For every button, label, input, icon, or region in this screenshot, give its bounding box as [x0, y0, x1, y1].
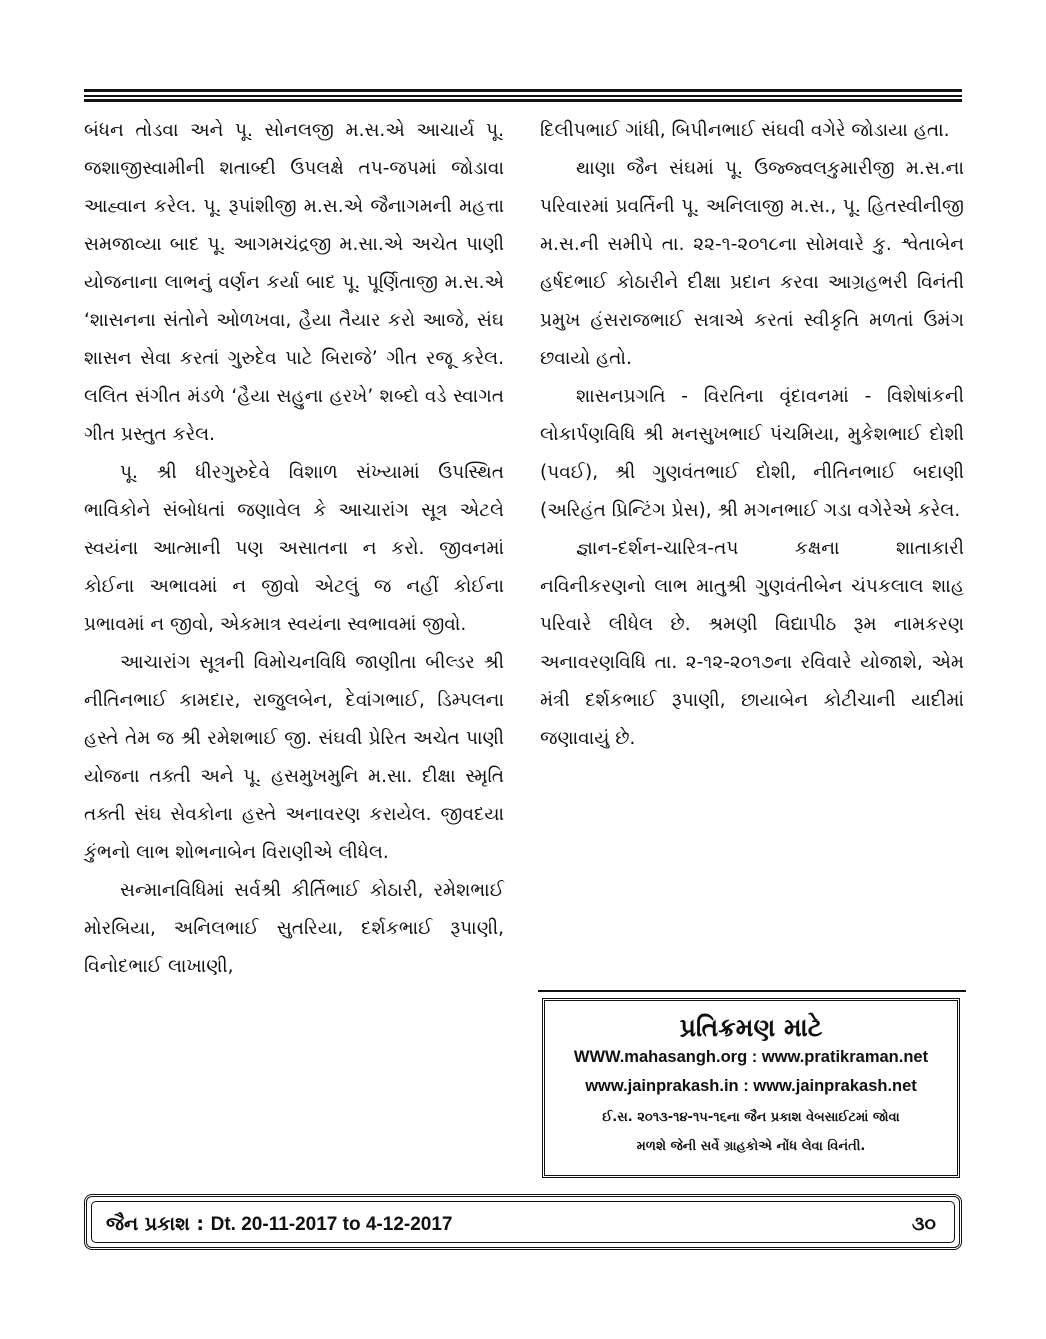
publication-name: જૈન પ્રકાશ: [106, 1213, 190, 1235]
footer-publication-info: [106, 1213, 453, 1236]
right-column: [540, 112, 964, 758]
paragraph: બંધન તોડવા અને પૂ. સોનલજી મ.સ.એ આચાર્ય પૂ. જશાજીસ્વામીની શતાબ્દી ઉપલક્ષે તપ-જપમાં જોડાવા આહ્વાન કરેલ. પૂ. રૂપાંશીજી મ.સ.એ જૈનાગમની મહત્તા સમજાવ્યા બાદ પૂ. આગમચંદ્રજી મ.સા.એ અચેત પાણી યોજનાના લાભનું વર્ણન કર્યા બાદ પૂ. પૂર્ણિતાજી મ.સ.એ ‘શાસનના સંતોને ઓળખવા, હૈયા તૈયાર કરો આજે, સંઘ શાસન સેવા કરતાં ગુરુદેવ પાટે બિરાજે’ ગીત રજૂ કરેલ. લલિત સંગીત મંડળે ‘હૈયા સહુના હરખે’ શબ્દો વડે સ્વાગત ગીત પ્રસ્તુત કરેલ.: [84, 120, 504, 445]
page-footer: [84, 1194, 962, 1250]
paragraph: દિલીપભાઈ ગાંધી, બિપીનભાઈ સંઘવી વગેરે જોડાયા હતા.: [540, 120, 950, 141]
column-divider: [538, 990, 966, 992]
left-column: [84, 112, 504, 986]
header-rule-bottom: [84, 99, 962, 102]
page-number: ૩૦: [911, 1213, 936, 1235]
paragraph: શાસનપ્રગતિ - વિરતિના વૃંદાવનમાં - વિશેષાંકની લોકાર્પણવિધિ શ્રી મનસુખભાઈ પંચમિયા, મુકેશભાઈ દોશી (પવઈ), શ્રી ગુણવંતભાઈ દોશી, નીતિનભાઈ બદાણી (અરિહંત પ્રિન્ટિંગ પ્રેસ), શ્રી મગનભાઈ ગડા વગેરેએ કરેલ.: [540, 386, 964, 521]
notice-text-2: મળશે જેની સર્વે ગ્રાહકોએ નોંધ લેવા વિનંતી.: [636, 1139, 866, 1154]
pratikraman-notice-box: [542, 998, 960, 1178]
paragraph: આચારાંગ સૂત્રની વિમોચનવિધિ જાણીતા બીલ્ડર શ્રી નીતિનભાઈ કામદાર, રાજુલબેન, દેવાંગભાઈ, ડિમ્પલના હસ્તે તેમ જ શ્રી રમેશભાઈ જી. સંઘવી પ્રેરિત અચેત પાણી યોજના તક્તી અને પૂ. હસમુખમુનિ મ.સા. દીક્ષા સ્મૃતિ તક્તી સંઘ સેવકોના હસ્તે અનાવરણ કરાયેલ. જીવદયા કુંભનો લાભ શોભનાબેન વિરાણીએ લીધેલ.: [84, 652, 504, 863]
footer-inner-border: [91, 1201, 955, 1243]
paragraph: પૂ. શ્રી ધીરગુરુદેવે વિશાળ સંખ્યામાં ઉપસ્થિત ભાવિકોને સંબોધતાં જણાવેલ કે આચારાંગ સૂત્ર એટલે સ્વયંના આત્માની પણ અસાતના ન કરો. જીવનમાં કોઈના અભાવમાં ન જીવો એટલું જ નહીં કોઈના પ્રભાવમાં ન જીવો, એકમાત્ર સ્વયંના સ્વભાવમાં જીવો.: [84, 462, 504, 635]
paragraph: સન્માનવિધિમાં સર્વશ્રી કીર્તિભાઈ કોઠારી, રમેશભાઈ મોરબિયા, અનિલભાઈ સુતરિયા, દર્શકભાઈ રૂપાણી, વિનોદભાઈ લાખાણી,: [84, 880, 504, 977]
header-rule-top: [84, 89, 962, 92]
issue-date: Dt. 20-11-2017 to 4-12-2017: [210, 1214, 453, 1235]
website-line-1: WWW.mahasangh.org : www.pratikraman.net: [573, 1048, 929, 1066]
notice-text-1: ઈ.સ. ૨૦૧૩-૧૪-૧૫-૧૬ના જૈન પ્રકાશ વેબસાઈટમાં જોવા: [602, 1110, 900, 1125]
header-rule-middle: [84, 95, 962, 97]
paragraph: જ્ઞાન-દર્શન-ચારિત્ર-તપ કક્ષના શાતાકારી નવિનીકરણનો લાભ માતુશ્રી ગુણવંતીબેન ચંપકલાલ શાહ પરિવારે લીધેલ છે. શ્રમણી વિદ્યાપીઠ રૂમ નામકરણ અનાવરણવિધિ તા. ૨-૧૨-૨૦૧૭ના રવિવારે યોજાશે, એમ મંત્રી દર્શકભાઈ રૂપાણી, છાયાબેન કોટીચાની યાદીમાં જણાવાયું છે.: [540, 538, 964, 749]
footer-separator: :: [189, 1213, 211, 1235]
website-line-2: www.jainprakash.in : www.jainprakash.net: [585, 1077, 917, 1095]
notice-title: પ્રતિક્રમણ માટે: [679, 1013, 823, 1042]
paragraph: થાણા જૈન સંઘમાં પૂ. ઉજ્જ્વલકુમારીજી મ.સ.ના પરિવારમાં પ્રવર્તિની પૂ. અનિલાજી મ.સ., પૂ. હિતસ્વીનીજી મ.સ.ની સમીપે તા. ૨૨-૧-૨૦૧૮ના સોમવારે કુ. શ્વેતાબેન હર્ષદભાઈ કોઠારીને દીક્ષા પ્રદાન કરવા આગ્રહભરી વિનંતી પ્રમુખ હંસરાજભાઈ સત્રાએ કરતાં સ્વીકૃતિ મળતાં ઉમંગ છવાયો હતો.: [540, 158, 964, 369]
